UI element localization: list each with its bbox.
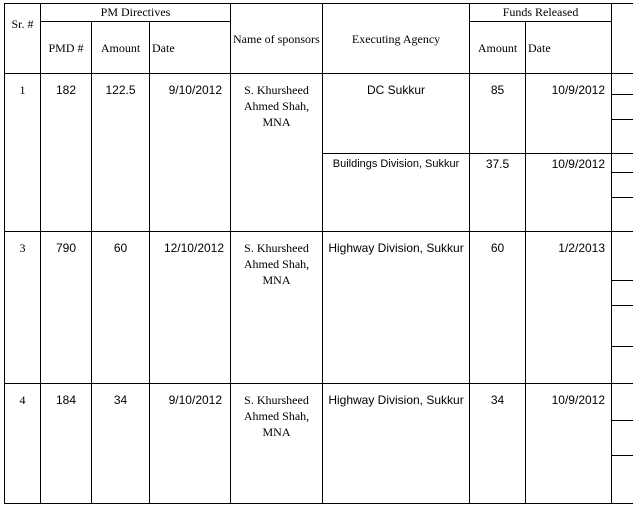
funds-date-cell: 1/2/2013 <box>526 232 612 384</box>
sponsor-cell: S. Khursheed Ahmed Shah, MNA <box>231 74 323 232</box>
funds-amount-cell: 37.5 <box>470 154 526 232</box>
pm-directives-table <box>4 3 633 504</box>
pm-directives-header: PM Directives <box>41 4 231 22</box>
pmd-cell: 182 <box>41 74 92 232</box>
funds-released-header: Funds Released <box>470 4 612 22</box>
funds-date-cell: 10/9/2012 <box>526 384 612 504</box>
clipped-column-header <box>612 4 633 74</box>
sponsors-header: Name of sponsors <box>231 4 323 74</box>
sr-cell: 4 <box>5 384 41 504</box>
agency-cell: Highway Division, Sukkur <box>323 232 470 384</box>
funds-amount-cell: 60 <box>470 232 526 384</box>
funds-amount-cell: 85 <box>470 74 526 154</box>
clipped-cell <box>612 384 633 504</box>
sponsor-cell: S. Khursheed Ahmed Shah, MNA <box>231 232 323 384</box>
funds-date-cell: 10/9/2012 <box>526 154 612 232</box>
sr-cell: 3 <box>5 232 41 384</box>
funds-date-header: Date <box>526 22 612 74</box>
amount-cell: 60 <box>92 232 150 384</box>
funds-amount-header: Amount <box>470 22 526 74</box>
sr-cell: 1 <box>5 74 41 232</box>
clipped-cell <box>612 154 633 232</box>
table-row <box>5 384 633 504</box>
date-cell: 9/10/2012 <box>150 384 231 504</box>
amount-cell: 34 <box>92 384 150 504</box>
clipped-cell <box>612 232 633 384</box>
agency-cell: Buildings Division, Sukkur <box>323 154 470 232</box>
table-row <box>5 232 633 384</box>
date-header: Date <box>150 22 231 74</box>
sponsor-cell: S. Khursheed Ahmed Shah, MNA <box>231 384 323 504</box>
clipped-cell <box>612 74 633 154</box>
funds-date-cell: 10/9/2012 <box>526 74 612 154</box>
header-row-top <box>5 4 633 22</box>
date-cell: 9/10/2012 <box>150 74 231 232</box>
date-cell: 12/10/2012 <box>150 232 231 384</box>
sr-header: Sr. # <box>5 4 41 74</box>
table-row <box>5 74 633 154</box>
agency-cell: DC Sukkur <box>323 74 470 154</box>
amount-header: Amount <box>92 22 150 74</box>
pmd-cell: 790 <box>41 232 92 384</box>
funds-amount-cell: 34 <box>470 384 526 504</box>
agency-header: Executing Agency <box>323 4 470 74</box>
agency-cell: Highway Division, Sukkur <box>323 384 470 504</box>
amount-cell: 122.5 <box>92 74 150 232</box>
pmd-header: PMD # <box>41 22 92 74</box>
pmd-cell: 184 <box>41 384 92 504</box>
